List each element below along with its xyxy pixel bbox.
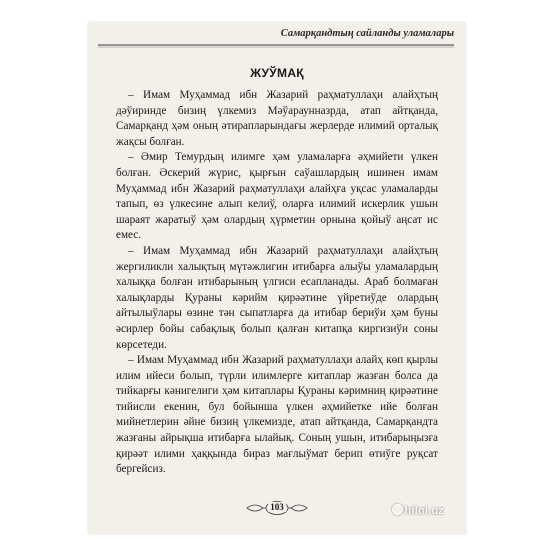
header-ornament-rule: [98, 44, 454, 46]
running-header: [98, 28, 454, 42]
running-title: Самарқандтың сайланды уламалары: [280, 28, 454, 39]
book-page: [88, 22, 466, 534]
paragraph: – Имам Муҳаммад ибн Жазарий раҳматуллаҳи алайҳтың дәўиринде бизиң үлкемиз Мәўараунназрда, атап айтқанда, Самарқанд ҳәм оның әтирапларындағы жерлерде илимий орталық жақсы болған.: [116, 89, 438, 148]
hilol-logo-icon: [392, 504, 403, 515]
paragraph: – Әмир Темурдың илимге ҳәм уламаларға әҳмийети үлкен болған. Әскерий жүриc, қырғын саўашлардың ишинен имам Муҳаммад ибн Жазарий раҳматуллаҳи алайҳға уқсас уламаларды тапып, өз үлкесине алып келиў, оларға илимий искерлик ушын шараят жаратыў ҳәм олардың ҳүрметин орнына қойыў аңсат ис емес.: [116, 151, 438, 242]
page-number-ornament: [245, 500, 309, 516]
page-number: 103: [270, 502, 284, 512]
section-title: ЖУЎМАҚ: [250, 66, 304, 80]
paragraph: – Имам Муҳаммад ибн Жазарий раҳматуллаҳи алайҳ көп қырлы илим ийеси болып, түрли илимлерге китаплар жазған болса да тийкарғы кәнигелиги ҳәм китаплары Қураны кәримниң қирәәтине тийисли екенин, бул бойынша үлкен әҳмийетке ийе болған мийнетлерин әйне бизиң үлкемизде, атап айтқанда, Самарқандта жазғаны айрықша итибарға ылайық. Соның ушын, итибарыңызға қирәәт илими ҳаққында бираз мағлыўмат берип өтиўге руқсат бергейсиз.: [116, 354, 438, 476]
watermark-text: hilol.uz: [404, 505, 444, 517]
paragraph: – Имам Муҳаммад ибн Жазарий раҳматуллаҳи алайҳтың жергиликли халықтың мүтәжлигин итибарға алыўы уламалардың халыққа болған итибарының үлгиси есапланады. Араб болмаған халықларды Қураны кәрийм қирәәтине үйретиўде олардың айтылыўлары өзине тән сыпатларға да итибар бериўи ҳәм буны әсирлер бойы сабақлық болып қалған китапқа киргизиўи соны көрсетеди.: [116, 244, 438, 351]
watermark: [392, 504, 444, 517]
body-text: [116, 88, 438, 478]
